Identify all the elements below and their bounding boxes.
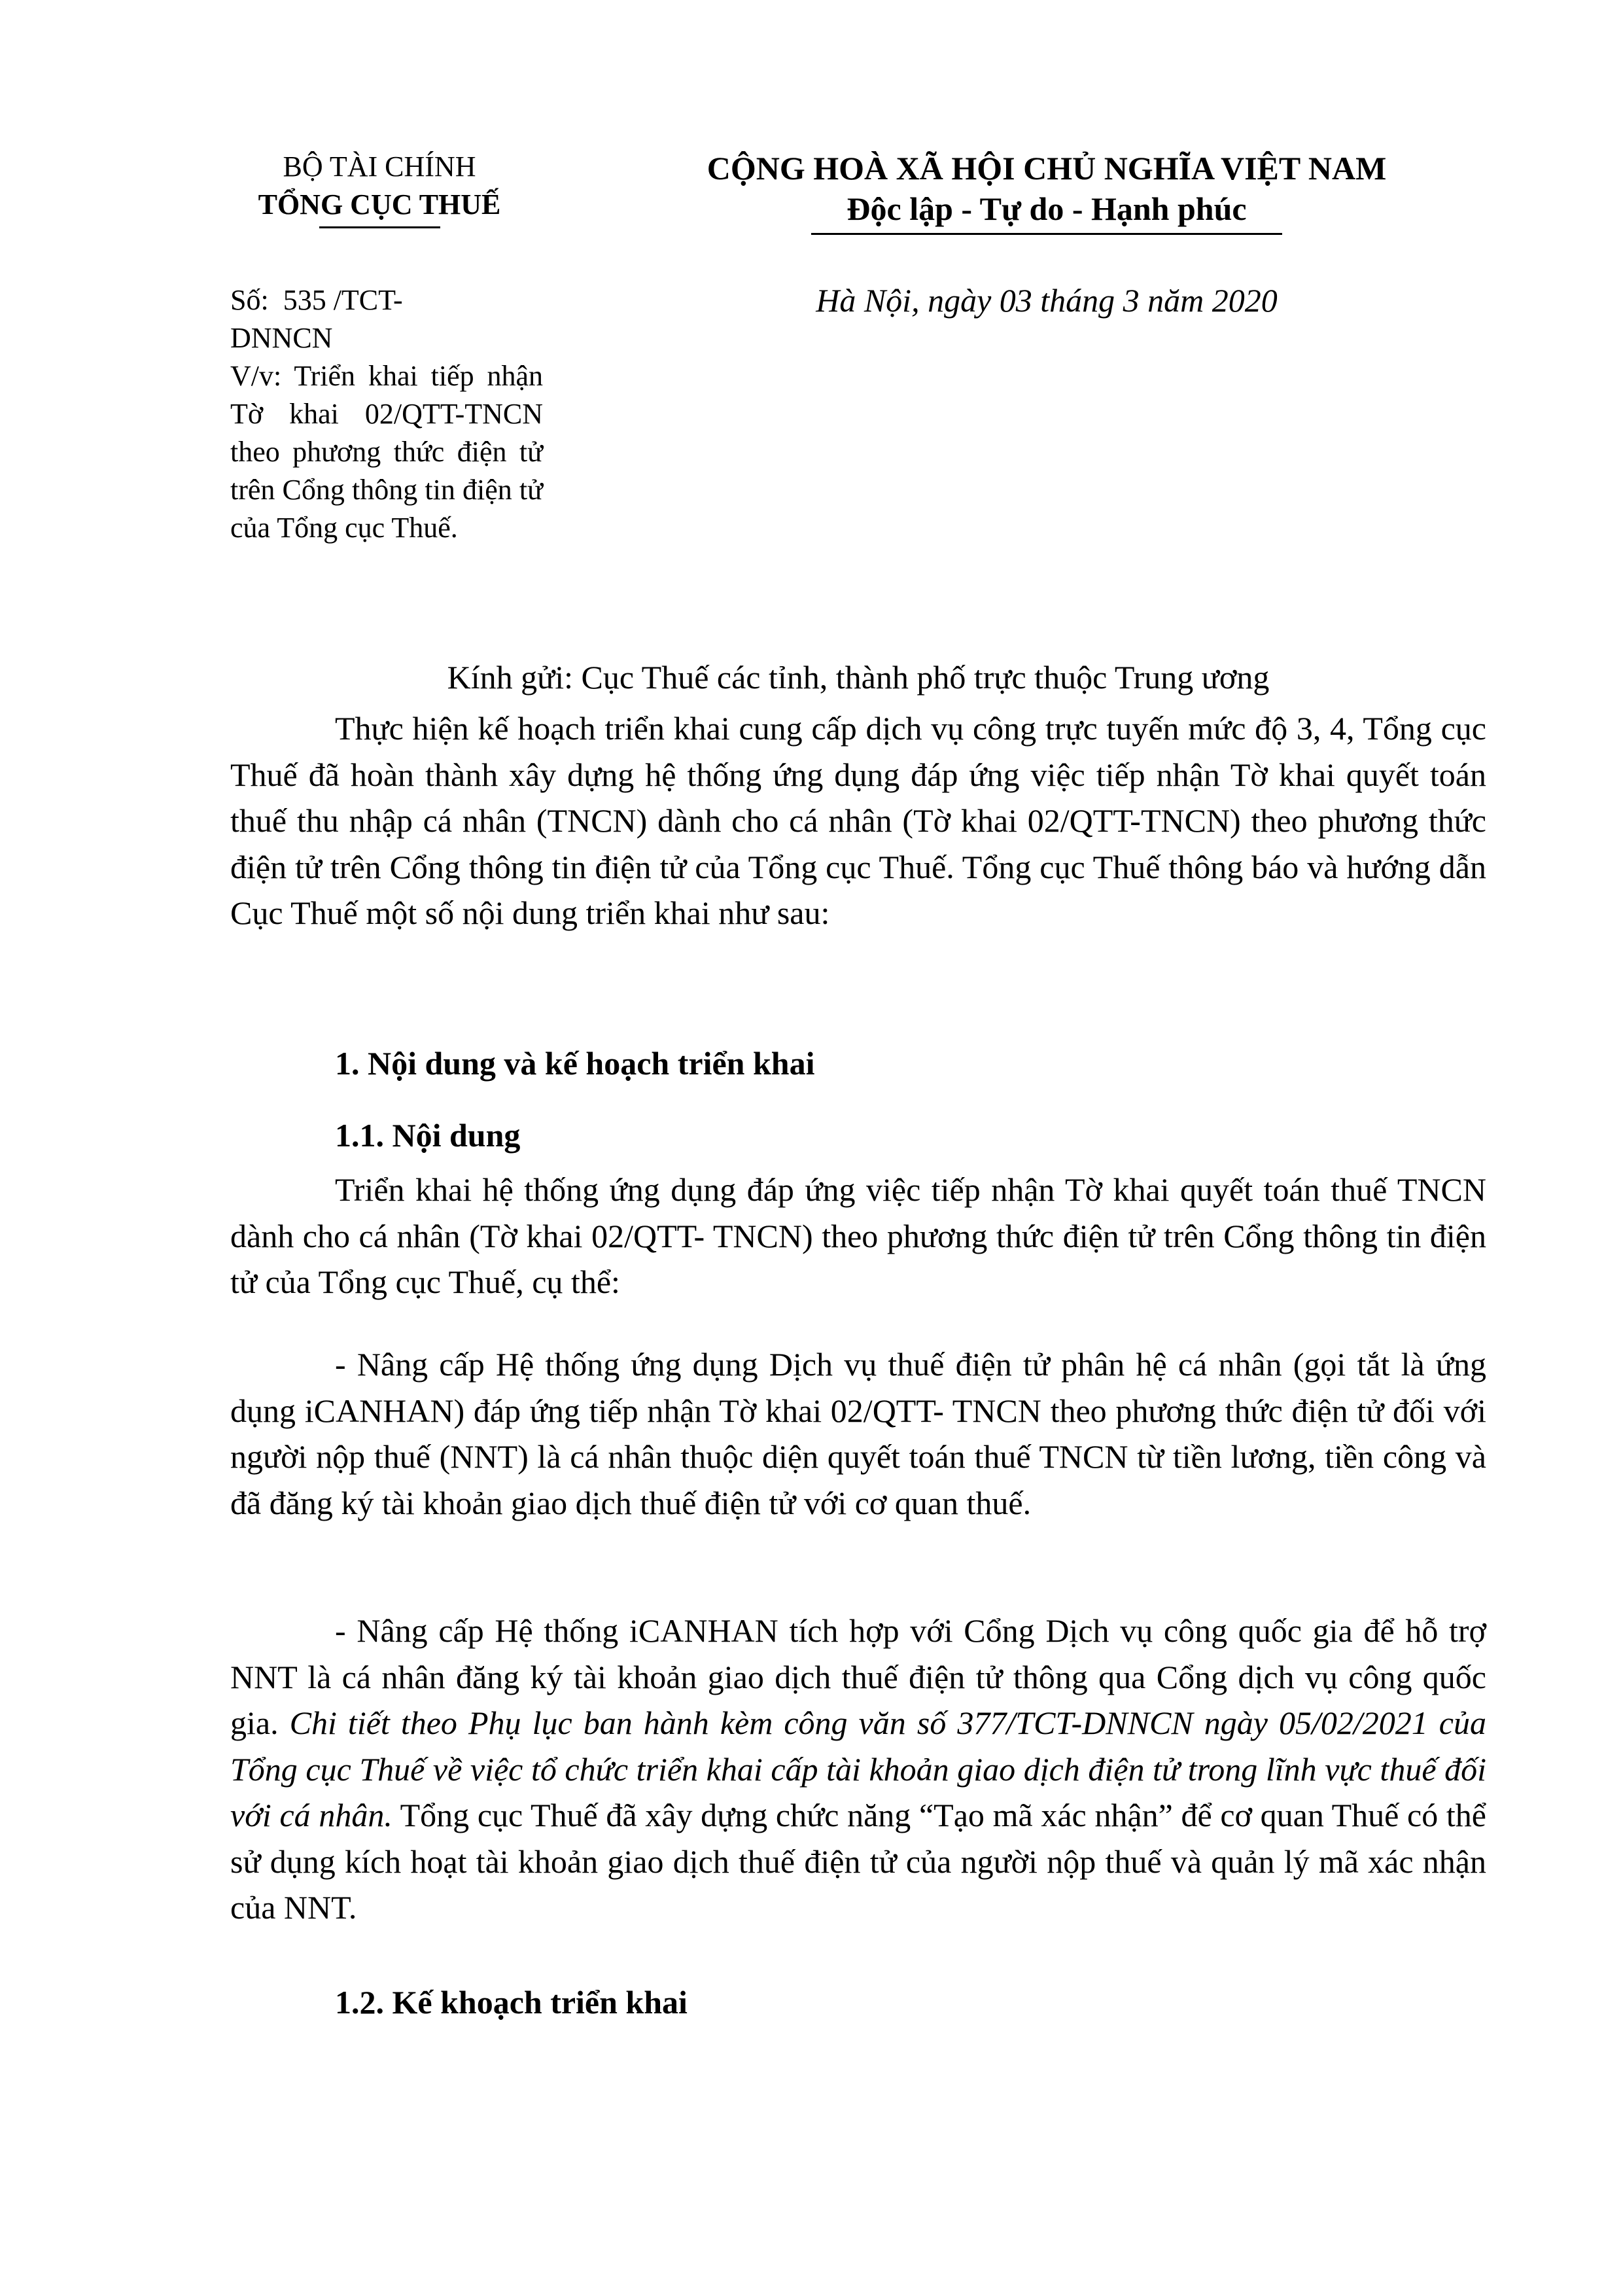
ministry-name: BỘ TÀI CHÍNH [283,150,476,183]
section-heading: 1. Nội dung và kế hoạch triển khai [335,1045,815,1082]
national-motto: Độc lập - Tự do - Hạnh phúc [846,190,1247,227]
subsection-heading-2: 1.2. Kế khoạch triển khai [335,1984,688,2021]
country-name: CỘNG HOÀ XÃ HỘI CHỦ NGHĨA VIỆT NAM [707,150,1387,186]
content-paragraph: Triển khai hệ thống ứng dụng đáp ứng việc tiếp nhận Tờ khai quyết toán thuế TNCN dành cho cá nhân (Tờ khai 02/QTT- TNCN) theo phương thức điện tử trên Cổng thông tin điện tử của Tổng cục Thuế, cụ thể: [230,1171,1486,1300]
issuing-authority [216,148,543,228]
recipient-line: Kính gửi: Cục Thuế các tỉnh, thành phố trực thuộc Trung ương [447,659,1270,696]
bullet-paragraph: - Nâng cấp Hệ thống ứng dụng Dịch vụ thuế điện tử phân hệ cá nhân (gọi tắt là ứng dụng iCANHAN) đáp ứng tiếp nhận Tờ khai 02/QTT- TNCN theo phương thức điện tử đối với người nộp thuế (NNT) là cá nhân thuộc diện quyết toán thuế TNCN từ tiền lương, tiền công và đã đăng ký tài khoản giao dịch thuế điện tử với cơ quan thuế. [230,1346,1486,1521]
document-number-line2: DNNCN [230,322,333,354]
document-subject: V/v: Triển khai tiếp nhận Tờ khai 02/QTT-TNCN theo phương thức điện tử trên Cổng thông tin điện tử của Tổng cục Thuế. [230,360,543,544]
national-title [589,148,1505,235]
bullet-italic-reference: Chi tiết theo Phụ lục ban hành kèm công văn số 377/TCT-DNNCN ngày 05/02/2021 của Tổng cục Thuế về việc tổ chức triển khai cấp tài khoản giao dịch điện tử trong lĩnh vực thuế đối với cá nhân. [230,1704,1486,1833]
bullet-paragraph-2 [230,1608,1486,1931]
dateline: Hà Nội, ngày 03 tháng 3 năm 2020 [816,282,1278,319]
agency-name: TỔNG CỤC THUẾ [258,188,501,221]
document-number [230,281,544,357]
document-number-line1: Số: 535 /TCT- [230,284,403,316]
bullet-text-continued: Tổng cục Thuế đã xây dựng chức năng “Tạo mã xác nhận” để cơ quan Thuế có thể sử dụng kích hoạt tài khoản giao dịch thuế điện tử của người nộp thuế và quản lý mã xác nhận của NNT. [230,1797,1486,1926]
bullet-text: - Nâng cấp Hệ thống iCANHAN tích hợp với Cổng Dịch vụ công quốc gia để hỗ trợ NNT là cá nhân đăng ký tài khoản giao dịch thuế điện tử thông qua Cổng dịch vụ công quốc gia. [230,1612,1486,1741]
subsection-heading: 1.1. Nội dung [335,1117,521,1154]
intro-paragraph: Thực hiện kế hoạch triển khai cung cấp dịch vụ công trực tuyến mức độ 3, 4, Tổng cục Thuế đã hoàn thành xây dựng hệ thống ứng dụng đáp ứng việc tiếp nhận Tờ khai quyết toán thuế thu nhập cá nhân (TNCN) dành cho cá nhân (Tờ khai 02/QTT-TNCN) theo phương thức điện tử trên Cổng thông tin điện tử của Tổng cục Thuế. Tổng cục Thuế thông báo và hướng dẫn Cục Thuế một số nội dung triển khai như sau: [230,710,1486,931]
motto-underline [811,233,1282,235]
agency-underline [319,226,440,228]
